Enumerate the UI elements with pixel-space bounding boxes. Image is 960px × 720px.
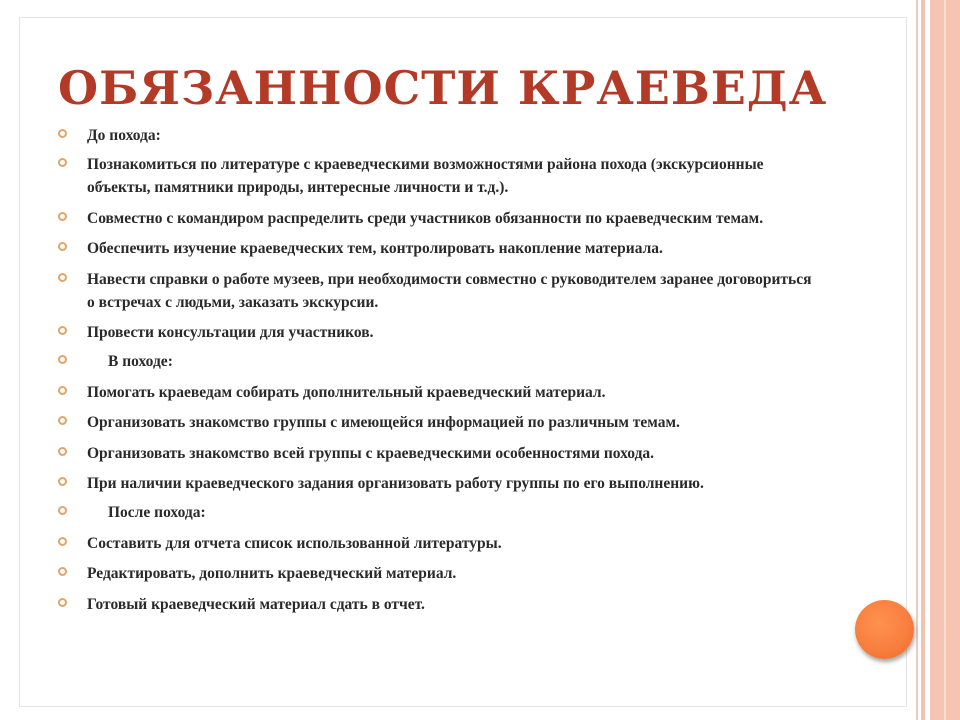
circle-bullet-icon — [58, 212, 67, 221]
list-item-text: Организовать знакомство группы с имеющейся информацией по различным темам. — [87, 414, 680, 431]
list-item-text: Помогать краеведам собирать дополнительный краеведческий материал. — [87, 383, 606, 401]
orange-circle-decoration — [855, 600, 914, 659]
list-item-text: После похода: — [108, 504, 206, 521]
list-item-text: При наличии краеведческого задания организовать работу группы по его выполнению. — [87, 475, 704, 492]
list-item — [58, 562, 818, 585]
circle-bullet-icon — [58, 386, 67, 395]
circle-bullet-icon — [58, 416, 67, 425]
circle-bullet-icon — [58, 537, 67, 546]
list-item-text: Навести справки о работе музеев, при необходимости совместно с руководителем заранее договориться о встречах с людьми, заказать экскурсии. — [87, 270, 812, 311]
list-item-text: Провести консультации для участников. — [87, 324, 374, 341]
circle-bullet-icon — [58, 506, 67, 515]
slide-title: ОБЯЗАННОСТИ КРАЕВЕДА — [58, 61, 828, 115]
side-stripe — [944, 0, 946, 720]
list-item-text: До похода: — [87, 127, 161, 144]
list-item — [58, 411, 818, 434]
list-item — [58, 472, 818, 495]
list-item — [58, 532, 818, 555]
list-item — [58, 501, 818, 524]
list-item-text: Совместно с командиром распределить среди участников обязанности по краеведческим темам. — [87, 209, 764, 227]
list-item — [58, 237, 818, 260]
list-item — [58, 442, 818, 465]
list-item-text: Организовать знакомство всей группы с краеведческими особенностями похода. — [87, 444, 655, 462]
list-item — [58, 350, 818, 373]
circle-bullet-icon — [58, 598, 67, 607]
list-item — [58, 381, 818, 404]
list-item-text: Редактировать, дополнить краеведческий материал. — [87, 565, 457, 582]
list-item — [58, 207, 818, 230]
side-stripe — [921, 0, 925, 720]
list-item-text: Готовый краеведческий материал сдать в отчет. — [87, 595, 425, 613]
list-item — [58, 153, 818, 199]
list-item — [58, 268, 818, 314]
list-item — [58, 321, 818, 344]
list-item — [58, 593, 818, 616]
list-item-text: Составить для отчета список использованной литературы. — [87, 534, 502, 552]
list-item-text: В походе: — [108, 353, 173, 370]
circle-bullet-icon — [58, 129, 67, 138]
circle-bullet-icon — [58, 242, 67, 251]
circle-bullet-icon — [58, 326, 67, 335]
list-item — [58, 124, 818, 147]
side-stripe — [916, 0, 918, 720]
circle-bullet-icon — [58, 158, 67, 167]
circle-bullet-icon — [58, 355, 67, 364]
circle-bullet-icon — [58, 447, 67, 456]
bullet-list — [58, 124, 818, 623]
circle-bullet-icon — [58, 477, 67, 486]
circle-bullet-icon — [58, 567, 67, 576]
list-item-text: Познакомиться по литературе с краеведческими возможностями района похода (экскурсионные объекты, памятники природы, интересные личности и т.д.). — [87, 156, 764, 196]
list-item-text: Обеспечить изучение краеведческих тем, контролировать накопление материала. — [87, 240, 663, 257]
circle-bullet-icon — [58, 273, 67, 282]
